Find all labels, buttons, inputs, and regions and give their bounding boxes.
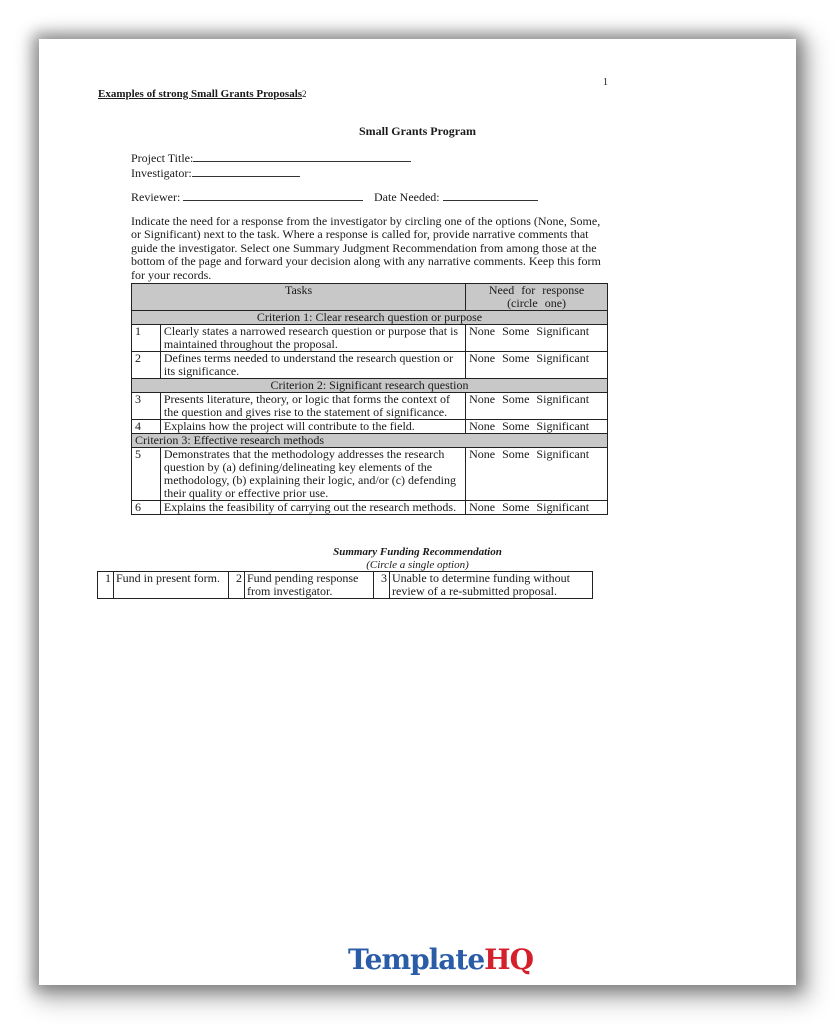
option-number: 3	[374, 572, 390, 599]
criterion-row	[132, 311, 608, 325]
task-number: 5	[132, 448, 161, 501]
instructions: Indicate the need for a response from the investigator by circling one of the options (None, Some, or Significant) next to the task. Where a response is called for, provide narrative comments that guide the investigator. Select one Summary Judgment Recommendation from among those at the bottom of the page and forward your decision along with any narrative comments. Keep this form for your records.	[131, 214, 601, 282]
response-options[interactable]: None Some Significant	[466, 393, 608, 420]
form-title: Small Grants Program	[358, 124, 477, 138]
templatehq-logo	[348, 943, 533, 976]
table-row	[132, 448, 608, 501]
investigator-field[interactable]	[131, 165, 300, 181]
project-title-field[interactable]	[131, 150, 411, 166]
reviewer-line[interactable]	[183, 189, 363, 201]
task-number: 1	[132, 325, 161, 352]
header-response-line2: (circle one)	[507, 296, 567, 310]
table-header	[132, 284, 608, 311]
summary-subtitle: (Circle a single option)	[366, 559, 469, 571]
example-heading	[98, 88, 307, 100]
criterion-row	[132, 434, 608, 448]
table-row	[132, 393, 608, 420]
option-unable-determine[interactable]: Unable to determine funding without review of a re-submitted proposal.	[390, 572, 593, 599]
date-needed-line[interactable]	[443, 189, 538, 201]
response-options[interactable]: None Some Significant	[466, 501, 608, 515]
response-options[interactable]: None Some Significant	[466, 420, 608, 434]
table-row	[132, 352, 608, 379]
header-tasks: Tasks	[132, 284, 466, 311]
criterion-1-title: Criterion 1: Clear research question or purpose	[132, 311, 608, 325]
date-needed-field[interactable]	[374, 189, 538, 205]
reviewer-label: Reviewer:	[131, 190, 181, 204]
summary-title: Summary Funding Recommendation	[333, 546, 502, 558]
investigator-line[interactable]	[192, 165, 300, 177]
reviewer-field[interactable]	[131, 189, 363, 205]
logo-part-hq: HQ	[484, 943, 534, 976]
header-response-line1: Need for response	[488, 283, 585, 297]
task-number: 3	[132, 393, 161, 420]
review-table	[131, 283, 608, 515]
task-number: 6	[132, 501, 161, 515]
task-number: 2	[132, 352, 161, 379]
task-text: Demonstrates that the methodology addresses the research question by (a) defining/delineating key elements of the methodology, (b) explaining their logic, and/or (c) defending their quality or effective prior use.	[160, 448, 465, 501]
option-number: 2	[229, 572, 245, 599]
option-fund-pending[interactable]: Fund pending response from investigator.	[245, 572, 374, 599]
table-row	[132, 325, 608, 352]
summary-table	[97, 571, 593, 599]
task-number: 4	[132, 420, 161, 434]
response-options[interactable]: None Some Significant	[466, 448, 608, 501]
option-number: 1	[98, 572, 114, 599]
table-row	[132, 420, 608, 434]
header-response	[466, 284, 608, 311]
criterion-row	[132, 379, 608, 393]
example-heading-text: Examples of strong Small Grants Proposals	[98, 88, 303, 100]
project-title-label: Project Title:	[131, 151, 194, 165]
task-text: Clearly states a narrowed research question or purpose that is maintained throughout the proposal.	[160, 325, 465, 352]
logo-part-template: Template	[348, 943, 485, 976]
response-options[interactable]: None Some Significant	[466, 352, 608, 379]
investigator-label: Investigator:	[131, 166, 192, 180]
task-text: Defines terms needed to understand the research question or its significance.	[160, 352, 465, 379]
summary-row	[98, 572, 593, 599]
option-fund-present[interactable]: Fund in present form.	[114, 572, 229, 599]
task-text: Explains how the project will contribute to the field.	[160, 420, 465, 434]
criterion-3-title: Criterion 3: Effective research methods	[132, 434, 608, 448]
task-text: Explains the feasibility of carrying out the research methods.	[160, 501, 465, 515]
task-text: Presents literature, theory, or logic that forms the context of the question and gives rise to the statement of significance.	[160, 393, 465, 420]
project-title-line[interactable]	[193, 150, 411, 162]
response-options[interactable]: None Some Significant	[466, 325, 608, 352]
footnote-ref: 2	[302, 89, 307, 99]
criterion-2-title: Criterion 2: Significant research question	[132, 379, 608, 393]
date-needed-label: Date Needed:	[374, 190, 440, 204]
table-row	[132, 501, 608, 515]
page-number: 1	[603, 77, 608, 88]
